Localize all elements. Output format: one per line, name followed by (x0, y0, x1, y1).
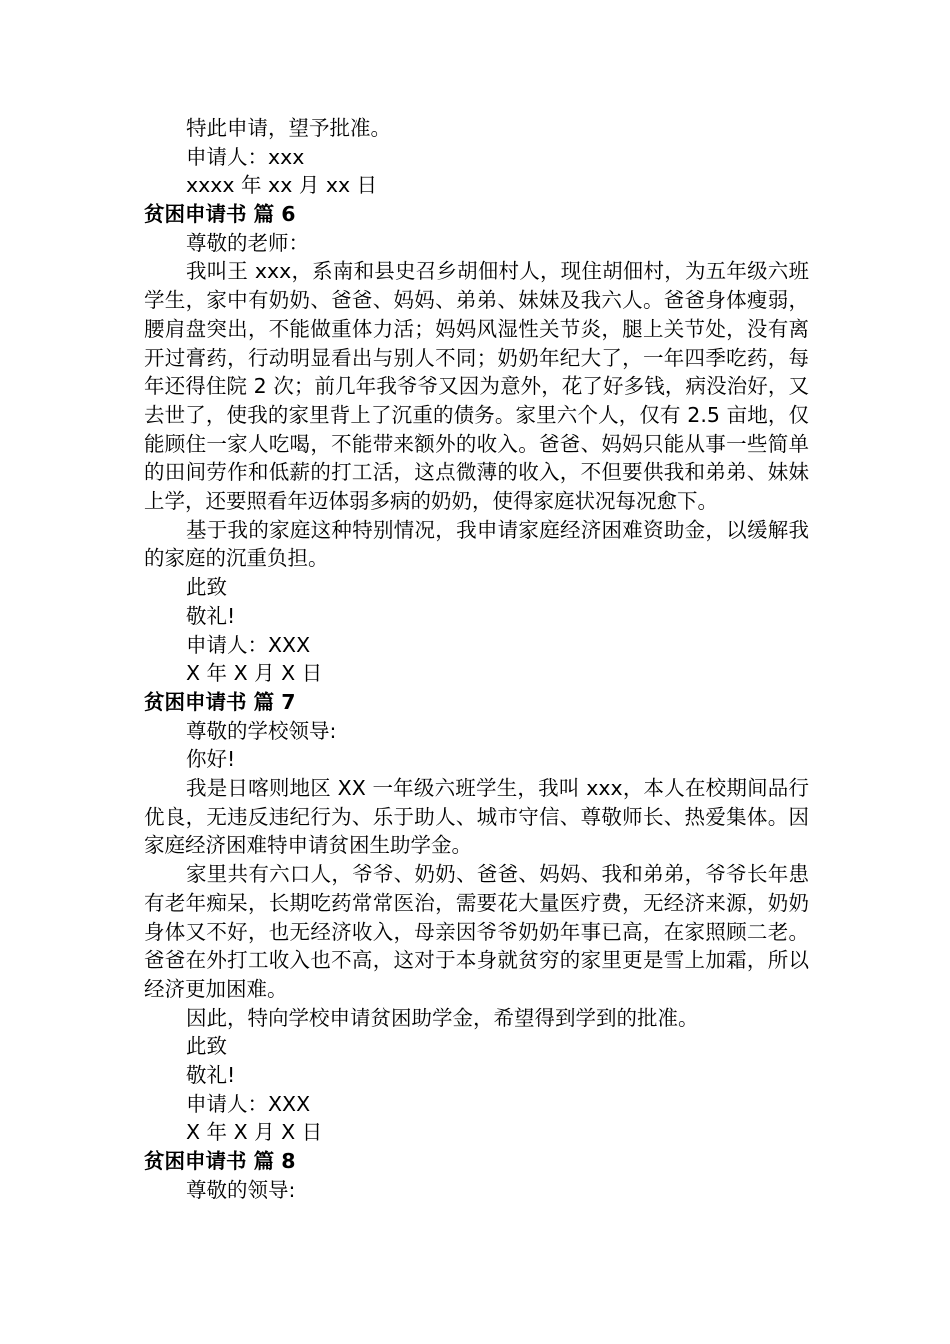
document-body (144, 114, 809, 1204)
date-line: xxxx 年 xx 月 xx 日 (186, 173, 378, 198)
section-heading-8: 贫困申请书 篇 8 (144, 1149, 296, 1174)
closing-7-2: 敬礼! (186, 1063, 236, 1087)
date-7: X 年 X 月 X 日 (186, 1120, 323, 1145)
applicant-6: 申请人：XXX (186, 632, 311, 657)
paragraph-6-2: 基于我的家庭这种特别情况，我申请家庭经济困难资助金，以缓解我的家庭的沉重负担。 (144, 517, 809, 571)
applicant-line: 申请人：xxx (186, 144, 305, 169)
closing-7-1: 此致 (186, 1034, 227, 1059)
date-6: X 年 X 月 X 日 (186, 661, 323, 686)
section-heading-6: 贫困申请书 篇 6 (144, 202, 296, 227)
salutation-8: 尊敬的领导: (186, 1177, 296, 1202)
section-heading-7: 贫困申请书 篇 7 (144, 689, 296, 714)
paragraph-6-1: 我叫王 xxx，系南和县史召乡胡佃村人，现住胡佃村，为五年级六班学生，家中有奶奶、爸爸、妈妈、弟弟、妹妹及我六人。爸爸身体瘦弱，腰肩盘突出，不能做重体力活；妈妈风湿性关节炎，腿上关节处，没有离开过膏药，行动明显看出与别人不同；奶奶年纪大了，一年四季吃药，每年还得住院 2 次；前几年我爷爷又因为意外，花了好多钱，病没治好，又去世了，使我的家里背上了沉重的债务。家里六个人，仅有 2.5 亩地，仅能顾住一家人吃喝，不能带来额外的收入。爸爸、妈妈只能从事一些简单的田间劳作和低薪的打工活，这点微薄的收入，不但要供我和弟弟、妹妹上学，还要照看年迈体弱多病的奶奶，使得家庭状况每况愈下。 (144, 259, 809, 514)
paragraph-7-2: 家里共有六口人，爷爷、奶奶、爸爸、妈妈、我和弟弟，爷爷长年患有老年痴呆，长期吃药常常医治，需要花大量医疗费，无经济来源，奶奶身体又不好，也无经济收入，母亲因爷爷奶奶年事已高，在家照顾二老。爸爸在外打工收入也不高，这对于本身就贫穷的家里更是雪上加霜，所以经济更加困难。 (144, 862, 809, 1001)
applicant-7: 申请人：XXX (186, 1091, 311, 1116)
salutation-6: 尊敬的老师： (186, 230, 309, 255)
greeting-7: 你好! (186, 747, 236, 772)
closing-6-1: 此致 (186, 575, 227, 600)
paragraph-7-1: 我是日喀则地区 XX 一年级六班学生，我叫 xxx，本人在校期间品行优良，无违反违纪行为、乐于助人、城市守信、尊敬师长、热爱集体。因家庭经济困难特申请贫困生助学金。 (144, 775, 809, 858)
paragraph-7-3: 因此，特向学校申请贫困助学金，希望得到学到的批准。 (186, 1005, 699, 1030)
salutation-7: 尊敬的学校领导: (186, 718, 337, 743)
closing-6-2: 敬礼! (186, 603, 236, 628)
closing-request: 特此申请，望予批准。 (186, 116, 391, 140)
